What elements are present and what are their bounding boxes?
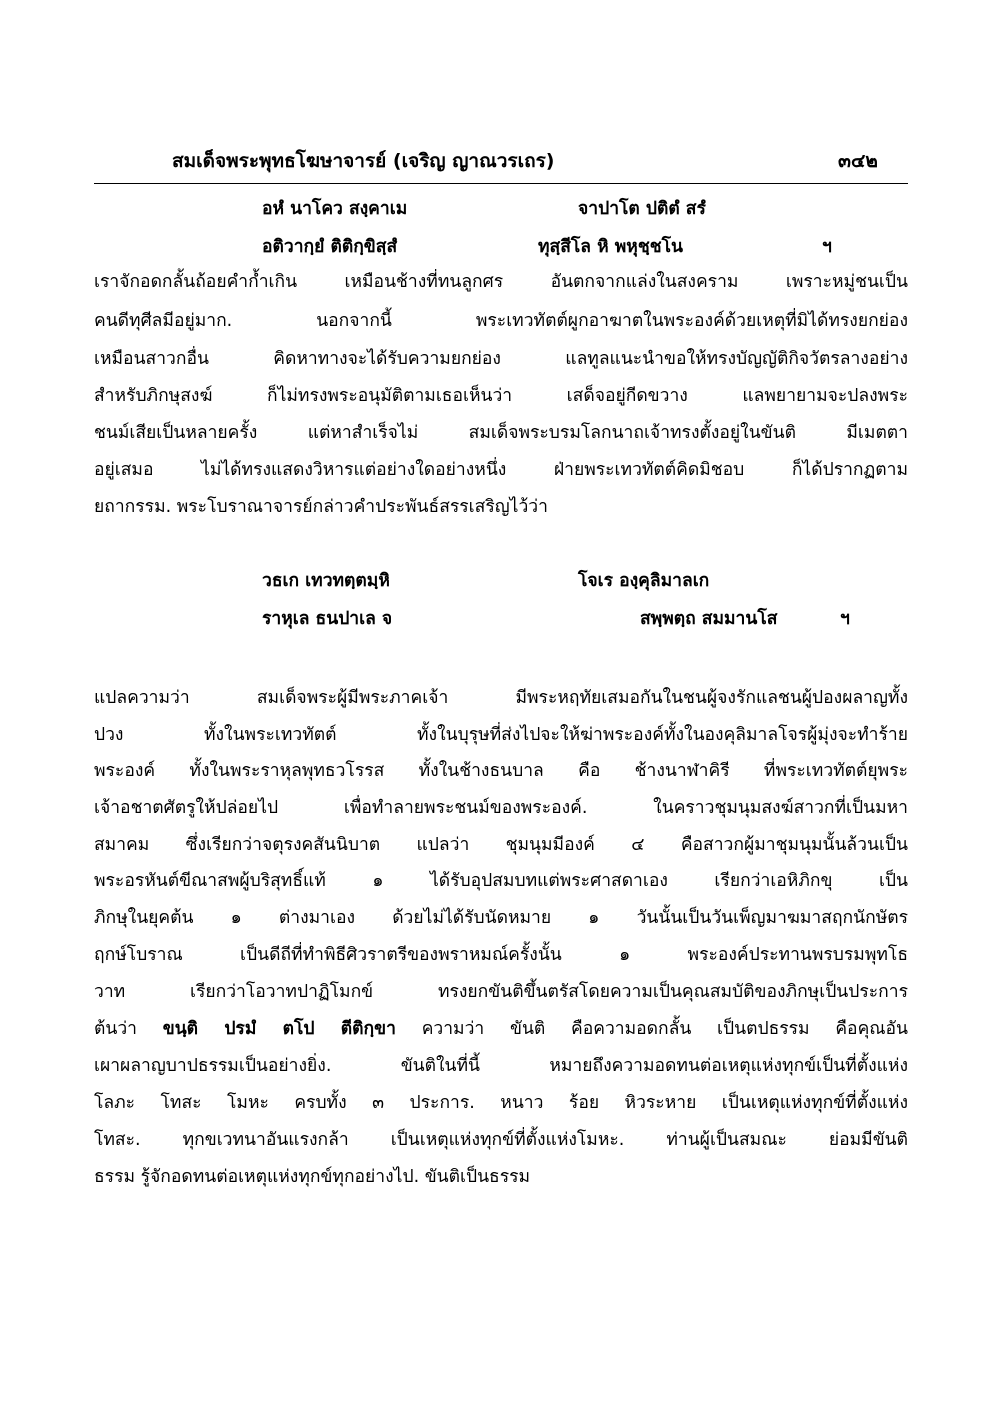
paragraph-2-line: สมาคม ซึ่งเรียกว่าจตุรงคสันนิบาต แปลว่า ชุมนุมมีองค์ ๔ คือสาวกผู้มาชุมนุมนั้นล้วนเป็น: [94, 835, 908, 855]
paragraph-2-line: วาท เรียกว่าโอวาทปาฏิโมกข์ ทรงยกขันติขึ้นตรัสโดยความเป็นคุณสมบัติของภิกษุเป็นประการ: [94, 982, 908, 1002]
verse-2-line-2-right: สพฺพตฺถ สมมานโส: [640, 609, 778, 629]
paragraph-3-line: โทสะ. ทุกขเวทนาอันแรงกล้า เป็นเหตุแห่งทุกข์ที่ตั้งแห่งโมหะ. ท่านผู้เป็นสมณะ ย่อมมีขันติ: [94, 1130, 908, 1150]
verse-1-line-1-left: อหํ นาโคว สงฺคาเม: [262, 199, 408, 219]
paragraph-3-line: เผาผลาญบาปธรรมเป็นอย่างยิ่ง. ขันติในที่นี้ หมายถึงความอดทนต่อเหตุแห่งทุกข์เป็นที่ตั้งแห่ง: [94, 1056, 908, 1076]
verse-2-line-1-left: วธเก เทวทตฺตมฺหิ: [262, 571, 390, 591]
verse-1-line-2-right: ทุสฺสีโล หิ พหุชฺชโน: [538, 237, 683, 257]
paragraph-1-line: เหมือนสาวกอื่น คิดหาทางจะได้รับความยกย่อง แลทูลแนะนำขอให้ทรงบัญญัติกิจวัตรลางอย่าง: [94, 349, 908, 369]
pali-line-prefix: ต้นว่า: [94, 1019, 137, 1039]
paragraph-1-line: อยู่เสมอ ไม่ได้ทรงแสดงวิหารแต่อย่างใดอย่างหนึ่ง ฝ่ายพระเทวทัตต์คิดมิชอบ ก็ได้ปรากฏตาม: [94, 460, 908, 480]
verse-2-line-1-right: โจเร องฺคุลิมาลเก: [578, 571, 710, 591]
paragraph-3-line: ธรรม รู้จักอดทนต่อเหตุแห่งทุกข์ทุกอย่างไป. ขันติเป็นธรรม: [94, 1167, 531, 1187]
pali-quote-line: [94, 1014, 908, 1042]
page-number: ๓๔๒: [838, 150, 878, 172]
paragraph-1-line: ยถากรรม. พระโบราณาจารย์กล่าวคำประพันธ์สรรเสริญไว้ว่า: [94, 497, 548, 517]
paragraph-2-line: เจ้าอชาตศัตรูให้ปล่อยไป เพื่อทำลายพระชนม์ของพระองค์. ในคราวชุมนุมสงฆ์สาวกที่เป็นมหา: [94, 798, 908, 818]
paragraph-2-line: พระอรหันต์ขีณาสพผู้บริสุทธิ์แท้ ๑ ได้รับอุปสมบทแต่พระศาสดาเอง เรียกว่าเอหิภิกขุ เป็น: [94, 871, 908, 891]
paragraph-2-line: แปลความว่า สมเด็จพระผู้มีพระภาคเจ้า มีพระหฤทัยเสมอกันในชนผู้จงรักแลชนผู้ปองผลาญทั้ง: [94, 688, 908, 708]
paragraph-2-line: ปวง ทั้งในพระเทวทัตต์ ทั้งในบุรุษที่ส่งไปจะให้ฆ่าพระองค์ทั้งในองคุลิมาลโจรผู้มุ่งจะทำร้าย: [94, 725, 908, 745]
pali-line-suffix: ความว่า ขันติ คือความอดกลั้น เป็นตปธรรม คือคุณอัน: [421, 1019, 908, 1039]
pali-quote: ขนฺติ ปรมํ ตโป ตีติกฺขา: [162, 1019, 396, 1039]
paragraph-1-line: ชนม์เสียเป็นหลายครั้ง แต่หาสำเร็จไม่ สมเด็จพระบรมโลกนาถเจ้าทรงตั้งอยู่ในขันติ มีเมตตา: [94, 423, 908, 443]
paragraph-2-line: ฤกษ์โบราณ เป็นดีถีที่ทำพิธีศิวราตรีของพราหมณ์ครั้งนั้น ๑ พระองค์ประทานพรบรมพุทโธ: [94, 945, 908, 965]
paragraph-3-line: โลภะ โทสะ โมหะ ครบทั้ง ๓ ประการ. หนาว ร้อย หิวระหาย เป็นเหตุแห่งทุกข์ที่ตั้งแห่ง: [94, 1093, 908, 1113]
verse-2-end-mark: ฯ: [840, 609, 850, 629]
verse-2-line-2-left: ราหุเล ธนปาเล จ: [262, 609, 393, 629]
paragraph-2-line: พระองค์ ทั้งในพระราหุลพุทธวโรรส ทั้งในช้างธนบาล คือ ช้างนาฬาคิรี ที่พระเทวทัตต์ยุพระ: [94, 761, 908, 781]
paragraph-1-line: เราจักอดกลั้นถ้อยคำก้ำเกิน เหมือนช้างที่ทนลูกศร อันตกจากแล่งในสงคราม เพราะหมู่ชนเป็น: [94, 272, 908, 292]
running-title: สมเด็จพระพุทธโฆษาจารย์ (เจริญ ญาณวรเถร): [172, 150, 555, 172]
verse-1-end-mark: ฯ: [822, 237, 832, 257]
header-rule: [94, 183, 908, 184]
paragraph-2-line: ภิกษุในยุคต้น ๑ ต่างมาเอง ด้วยไม่ได้รับนัดหมาย ๑ วันนั้นเป็นวันเพ็ญมาฆมาสฤกนักษัตร: [94, 908, 908, 928]
paragraph-1-line: คนดีทุศีลมีอยู่มาก. นอกจากนี้ พระเทวทัตต์ผูกอาฆาตในพระองค์ด้วยเหตุที่มิได้ทรงยกย่อง: [94, 311, 908, 331]
verse-1-line-1-right: จาปาโต ปติตํ สรํ: [578, 199, 706, 219]
verse-1-line-2-left: อติวากฺยํ ติติกฺขิสฺสํ: [262, 237, 398, 257]
paragraph-1-line: สำหรับภิกษุสงฆ์ ก็ไม่ทรงพระอนุมัติตามเธอเห็นว่า เสด็จอยู่กีดขวาง แลพยายามจะปลงพระ: [94, 386, 908, 406]
